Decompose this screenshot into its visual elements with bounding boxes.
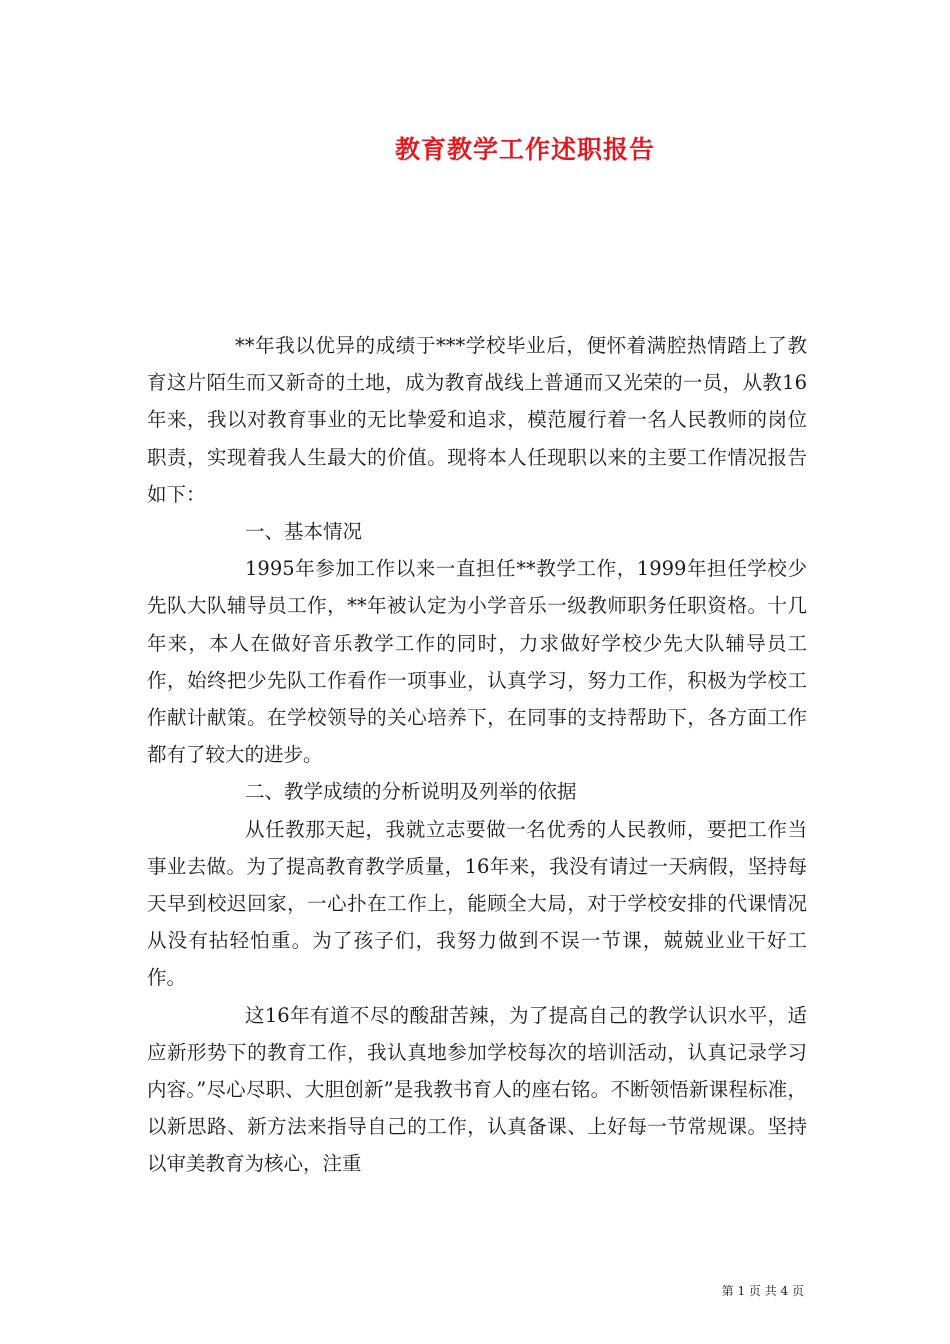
paragraph-basic-info: 1995年参加工作以来一直担任**教学工作，1999年担任学校少先队大队辅导员工作，**年被认定为小学音乐一级教师职务任职资格。十几年来，本人在做好音乐教学工作的同时，力求做好学校少先大队辅导员工作，始终把少先队工作看作一项事业，认真学习，努力工作，积极为学校工作献计献策。在学校领导的关心培养下，在同事的支持帮助下，各方面工作都有了较大的进步。 — [147, 557, 807, 767]
paragraph-dedication: 从任教那天起，我就立志要做一名优秀的人民教师，要把工作当事业去做。为了提高教育教学质量，16年来，我没有请过一天病假，坚持每天早到校迟回家，一心扑在工作上，能顾全大局，对于学校安排的代课情况从没有拈轻怕重。为了孩子们，我努力做到不误一节课，兢兢业业干好工作。 — [147, 817, 807, 990]
page-number-footer: 第 1 页 共 4 页 — [721, 1284, 804, 1298]
section-heading-achievements: 二、教学成绩的分析说明及列举的依据 — [245, 780, 577, 804]
document-title: 教育教学工作述职报告 — [394, 135, 655, 164]
paragraph-training: 这16年有道不尽的酸甜苦辣，为了提高自己的教学认识水平，适应新形势下的教育工作，我认真地参加学校每次的培训活动，认真记录学习内容。”尽心尽职、大胆创新”是我教书育人的座右铭。不断领悟新课程标准，以新思路、新方法来指导自己的工作，认真备课、上好每一节常规课。坚持以审美教育为核心，注重 — [147, 1003, 807, 1176]
section-heading-basic: 一、基本情况 — [245, 520, 363, 544]
document-body — [147, 327, 807, 1183]
paragraph-intro: **年我以优异的成绩于***学校毕业后，便怀着满腔热情踏上了教育这片陌生而又新奇的土地，成为教育战线上普通而又光荣的一员，从教16年来，我以对教育事业的无比挚爱和追求，模范履行着一名人民教师的岗位职责，实现着我人生最大的价值。现将本人任现职以来的主要工作情况报告如下： — [147, 334, 807, 506]
